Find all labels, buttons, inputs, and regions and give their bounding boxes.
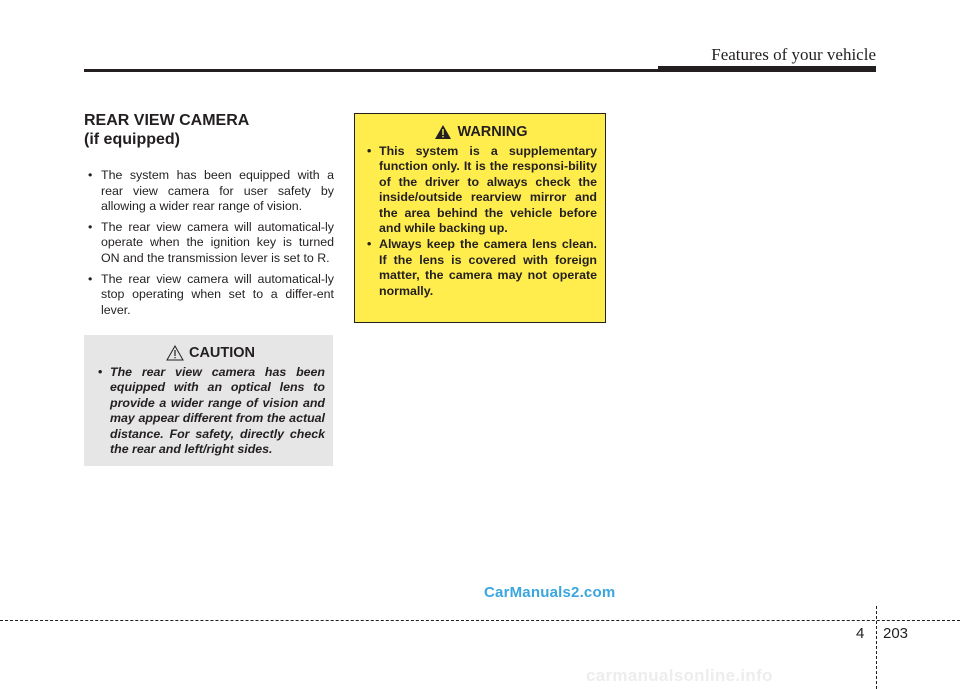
section-title <box>84 111 344 149</box>
section-title-main: REAR VIEW CAMERA <box>84 112 250 129</box>
caution-list <box>96 365 325 457</box>
caution-box <box>84 335 333 466</box>
warning-list <box>365 144 597 299</box>
bullet-item: • The rear view camera will automatical-ly operate when the ignition key is turned ON and the transmission lever is set to R. <box>84 220 334 267</box>
caution-title: CAUTION <box>188 345 256 361</box>
warning-box <box>354 113 606 323</box>
chapter-number: 4 <box>856 625 865 642</box>
page-number: 203 <box>883 625 909 642</box>
header-title: Features of your vehicle <box>711 45 876 64</box>
bullet-item: • The rear view camera will automatical-ly stop operating when set to a differ-ent lever. <box>84 272 334 319</box>
warning-item: • Always keep the camera lens clean. If the lens is covered with foreign matter, the camera may not operate normally. <box>365 237 597 299</box>
footer-rule <box>0 620 960 621</box>
caution-item: • The rear view camera has been equipped with an optical lens to provide a wider range of vision and may appear different from the actual distance. For safety, directly check the rear and left/right sides. <box>96 365 325 457</box>
section-title-sub: (if equipped) <box>84 131 180 148</box>
bullet-item: • The system has been equipped with a rear view camera for user safety by allowing a wider rear range of vision. <box>84 168 334 215</box>
header-rule <box>84 69 658 72</box>
warning-header <box>365 124 597 140</box>
warning-title: WARNING <box>457 124 528 140</box>
header-rule-accent <box>658 66 876 72</box>
footer-divider <box>876 606 877 689</box>
site-watermark[interactable]: CarManuals2.com <box>484 584 616 601</box>
warning-triangle-icon <box>434 124 452 140</box>
feature-bullet-list <box>84 168 334 323</box>
footer-site-watermark: carmanualsonline.info <box>586 666 773 685</box>
caution-header <box>96 345 325 361</box>
caution-triangle-icon <box>166 345 184 361</box>
warning-item: • This system is a supplementary function only. It is the responsi-bility of the driver to always check the inside/outside rearview mirror and the area behind the vehicle before and while backing up. <box>365 144 597 236</box>
